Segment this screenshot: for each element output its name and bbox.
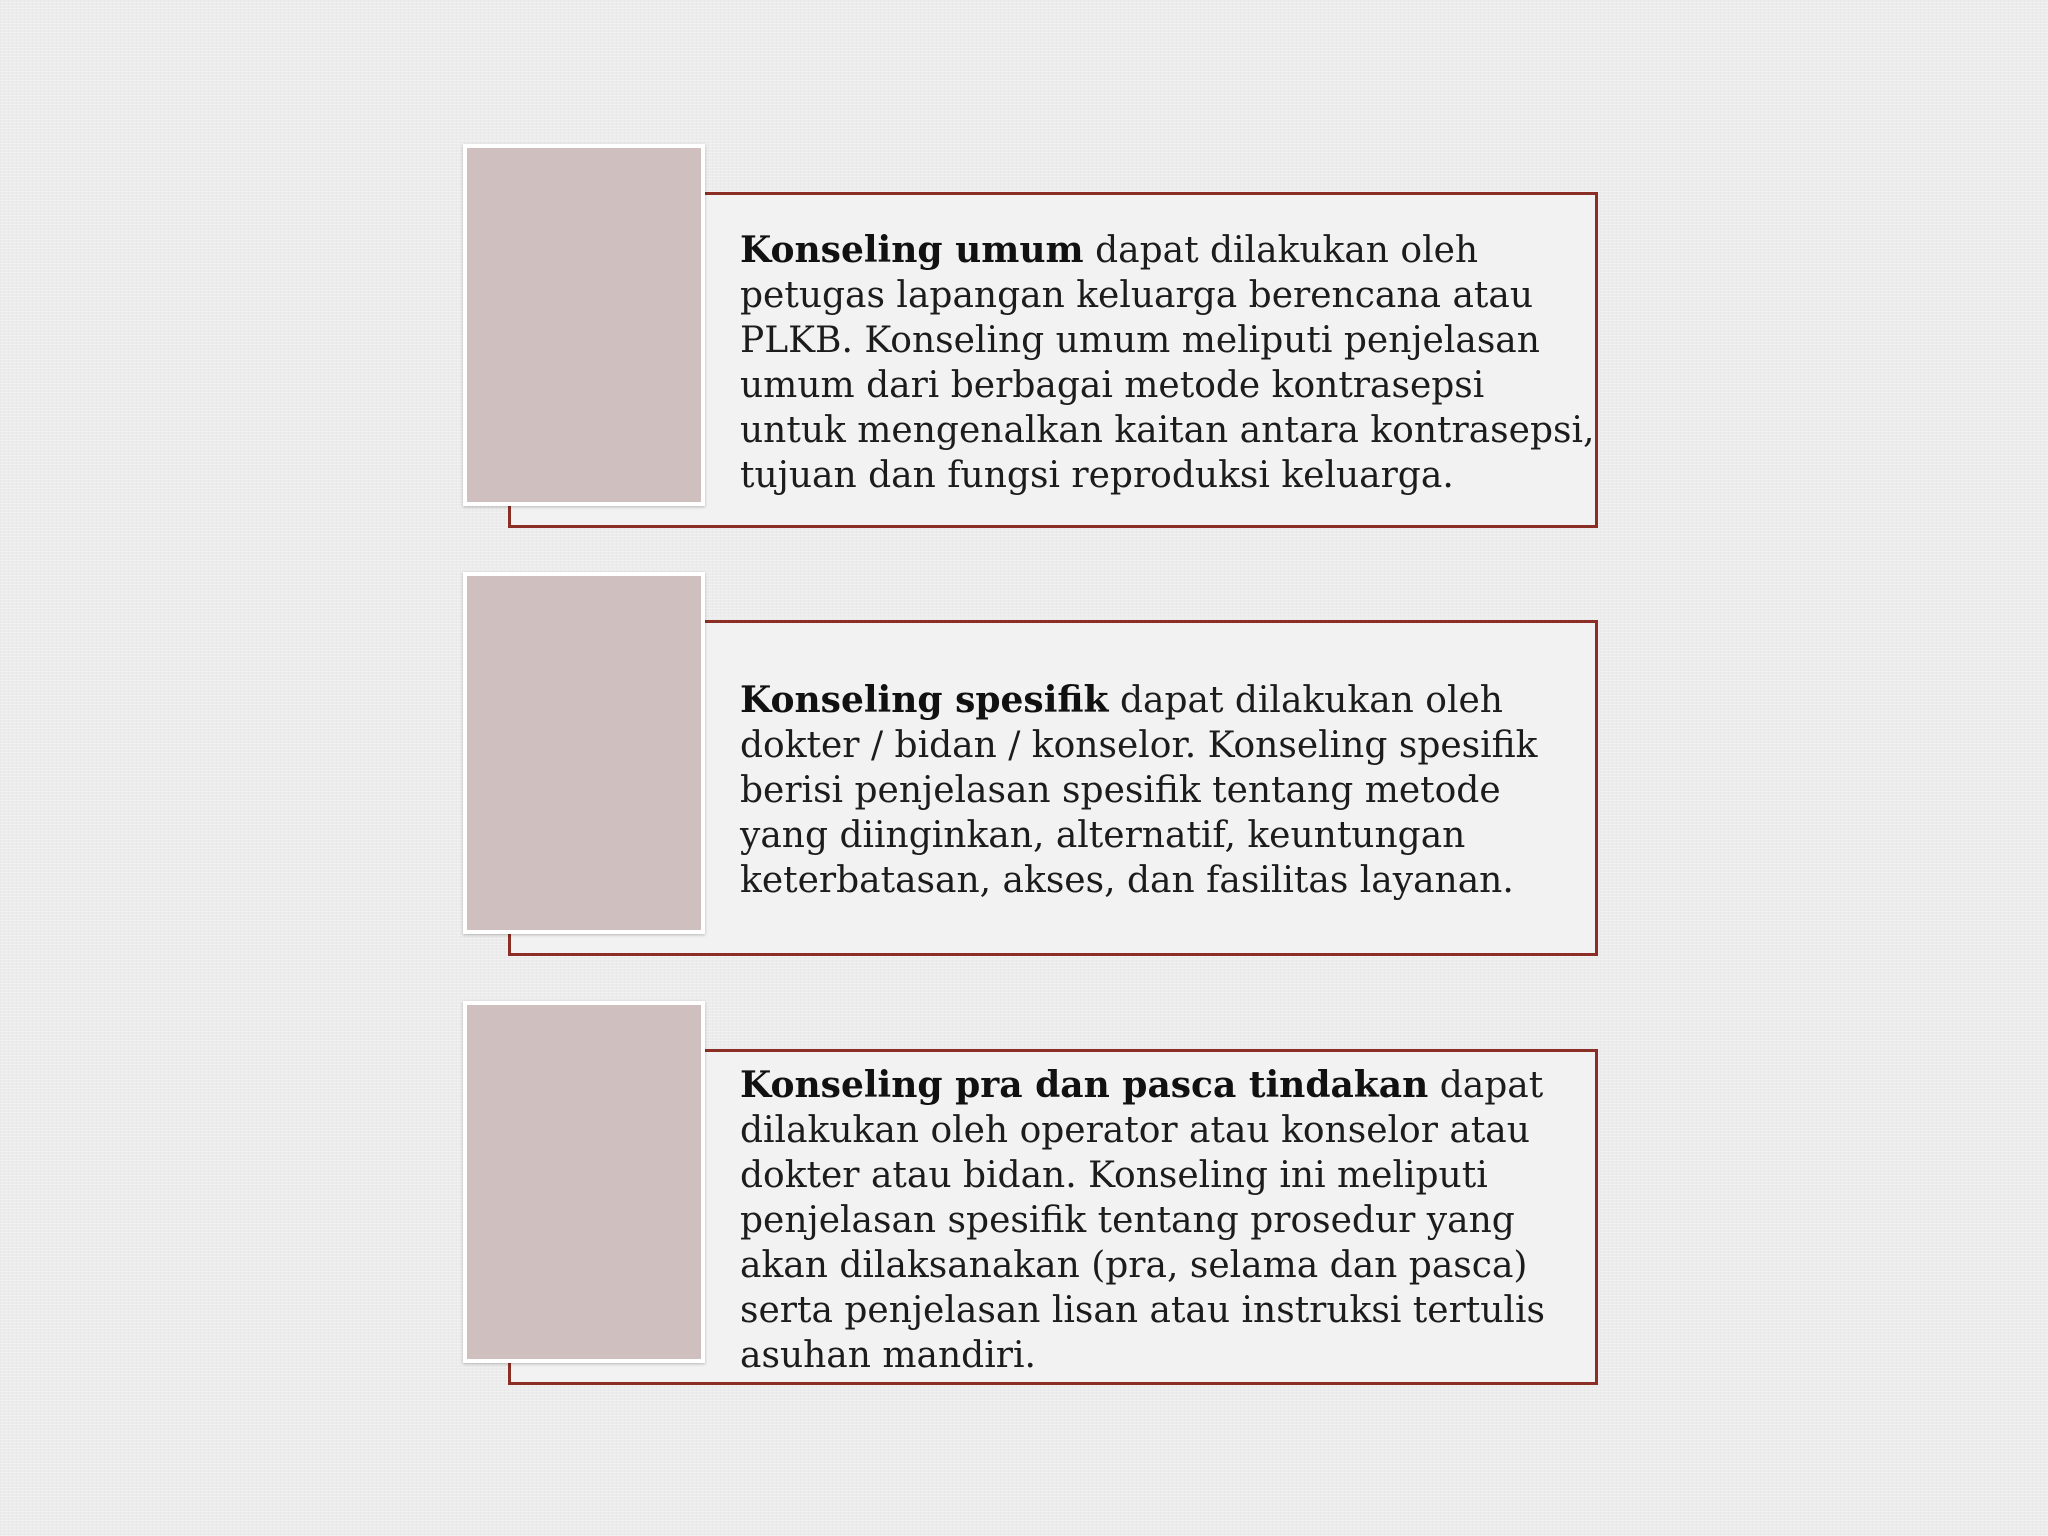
card-color-swatch [463, 144, 705, 506]
card-konseling-pra-pasca [463, 1001, 1603, 1393]
card-heading: Konseling umum [740, 229, 1084, 271]
card-color-swatch [463, 1001, 705, 1363]
card-text [740, 678, 1600, 903]
card-body: dapat dilakukan oleh petugas lapangan keluarga berencana atau PLKB. Konseling umum meliputi penjelasan umum dari berbagai metode kontrasepsi untuk mengenalkan kaitan antara kontrasepsi, tujuan dan fungsi reproduksi keluarga. [740, 230, 1595, 496]
card-konseling-umum [463, 144, 1603, 536]
card-heading: Konseling pra dan pasca tindakan [740, 1064, 1429, 1106]
card-heading: Konseling spesifik [740, 679, 1109, 721]
card-color-swatch [463, 572, 705, 934]
card-konseling-spesifik [463, 572, 1603, 964]
card-body: dapat dilakukan oleh dokter / bidan / konselor. Konseling spesifik berisi penjelasan spesifik tentang metode yang diinginkan, alternatif, keuntungan keterbatasan, akses, dan fasilitas layanan. [740, 680, 1538, 901]
card-body: dapat dilakukan oleh operator atau konselor atau dokter atau bidan. Konseling ini meliputi penjelasan spesifik tentang prosedur yang akan dilaksanakan (pra, selama dan pasca) serta penjelasan lisan atau instruksi tertulis asuhan mandiri. [740, 1065, 1545, 1376]
card-text [740, 1063, 1600, 1378]
card-text [740, 228, 1600, 498]
